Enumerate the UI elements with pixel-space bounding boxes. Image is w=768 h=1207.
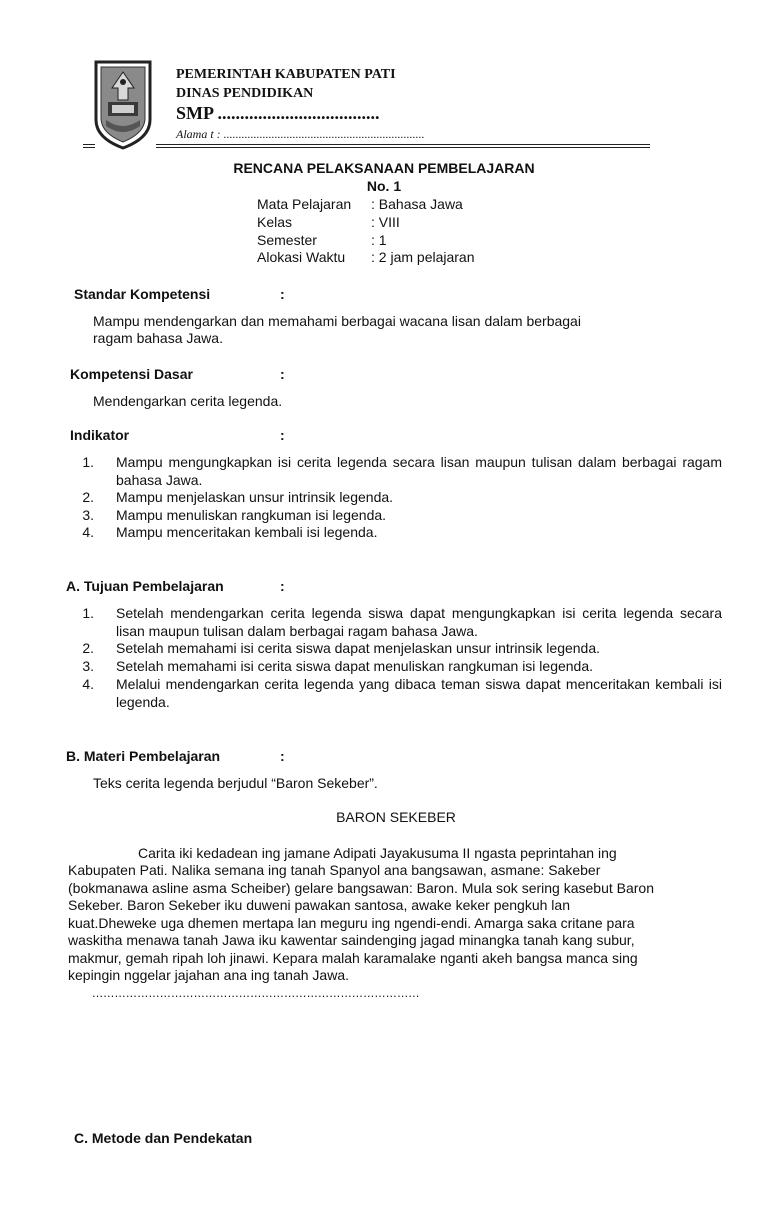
kompetensi-dasar-text: Mendengarkan cerita legenda. [93,393,283,409]
section-kompetensi-dasar: Kompetensi Dasar [70,366,193,382]
rpp-title: RENCANA PELAKSANAAN PEMBELAJARAN [233,160,535,176]
list-item: Mampu menceritakan kembali isi legenda. [116,524,378,540]
standar-kompetensi-text: ragam bahasa Jawa. [93,330,223,346]
section-colon: : [280,427,285,443]
list-item: Setelah memahami isi cerita siswa dapat menjelaskan unsur intrinsik legenda. [116,640,601,656]
info-label: Alokasi Waktu [257,249,346,265]
section-standar-kompetensi: Standar Kompetensi [74,286,211,302]
story-line: kepingin nggelar jajahan ana ing tanah Jawa. [68,967,349,983]
list-item: Setelah memahami isi cerita siswa dapat menuliskan rangkuman isi legenda. [116,658,594,674]
letterhead-rule-bottom [156,147,650,148]
story-line: (bokmanawa asline asma Scheiber) gelare bangsawan: Baron. Mula sok sering kasebut Baron [68,880,654,896]
header-government: PEMERINTAH KABUPATEN PATI [176,67,396,82]
standar-kompetensi-text: Mampu mendengarkan dan memahami berbagai wacana lisan dalam berbagai [93,313,581,329]
header-school: SMP .................................... [176,103,380,123]
info-value: : Bahasa Jawa [371,196,463,212]
materi-intro: Teks cerita legenda berjudul “Baron Sekeber”. [93,775,378,791]
list-item: Melalui mendengarkan cerita legenda yang dibaca teman siswa dapat menceritakan kembali isi legenda. [116,676,722,710]
list-item: Mampu menuliskan rangkuman isi legenda. [116,507,387,523]
list-item: Setelah mendengarkan cerita legenda siswa dapat mengungkapkan isi cerita legenda secara lisan maupun tulisan dalam berbagai ragam bahasa Jawa. [116,605,722,639]
list-number: 3. [82,658,94,674]
list-item: Mampu mengungkapkan isi cerita legenda secara lisan maupun tulisan dalam berbagai ragam bahasa Jawa. [116,454,722,488]
story-title: BARON SEKEBER [336,809,456,825]
story-ellipsis: …………………………………………………………………………… [92,987,420,1000]
section-materi-pembelajaran: B. Materi Pembelajaran [66,748,221,764]
section-metode-pendekatan: C. Metode dan Pendekatan [74,1130,253,1146]
list-number: 1. [82,454,94,470]
section-tujuan-pembelajaran: A. Tujuan Pembelajaran [66,578,224,594]
section-colon: : [280,286,285,302]
list-item: Mampu menjelaskan unsur intrinsik legenda. [116,489,394,505]
info-value: : 2 jam pelajaran [371,249,475,265]
list-number: 2. [82,489,94,505]
info-value: : VIII [371,214,400,230]
section-colon: : [280,578,285,594]
story-line: waskitha menawa tanah Jawa iku kawentar saindenging jagad minangka tanah kang subur, [68,932,635,948]
rpp-number: No. 1 [366,178,402,194]
letterhead-rule-top [156,144,650,145]
story-line: makmur, gemah ripah loh jinawi. Kepara malah karamalake nganti akeh bangsa manca sing [68,950,638,966]
story-line: Sekeber. Baron Sekeber iku duweni pawakan santosa, awake keker pengkuh lan [68,897,570,913]
info-value: : 1 [371,232,387,248]
story-line: Kabupaten Pati. Nalika semana ing tanah Spanyol ana bangsawan, asmane: Sakeber [68,862,601,878]
list-number: 1. [82,605,94,621]
info-label: Kelas [257,214,293,230]
story-line: Carita iki kedadean ing jamane Adipati Jayakusuma II ngasta peprintahan ing [138,845,617,861]
info-label: Mata Pelajaran [257,196,352,212]
letterhead-rule-left-top [83,144,95,145]
section-colon: : [280,748,285,764]
list-number: 3. [82,507,94,523]
story-line: kuat.Dheweke uga dhemen mertapa lan meguru ing ngendi-endi. Amarga saka critane para [68,915,635,931]
header-agency: DINAS PENDIDIKAN [176,86,314,101]
section-indikator: Indikator [70,427,130,443]
section-colon: : [280,366,285,382]
header-address: Alama t : ................................................................... [176,127,425,141]
letterhead-rule-left-bottom [83,147,95,148]
list-number: 2. [82,640,94,656]
list-number: 4. [82,524,94,540]
list-number: 4. [82,676,94,692]
info-label: Semester [257,232,317,248]
pati-regency-emblem [92,58,154,150]
